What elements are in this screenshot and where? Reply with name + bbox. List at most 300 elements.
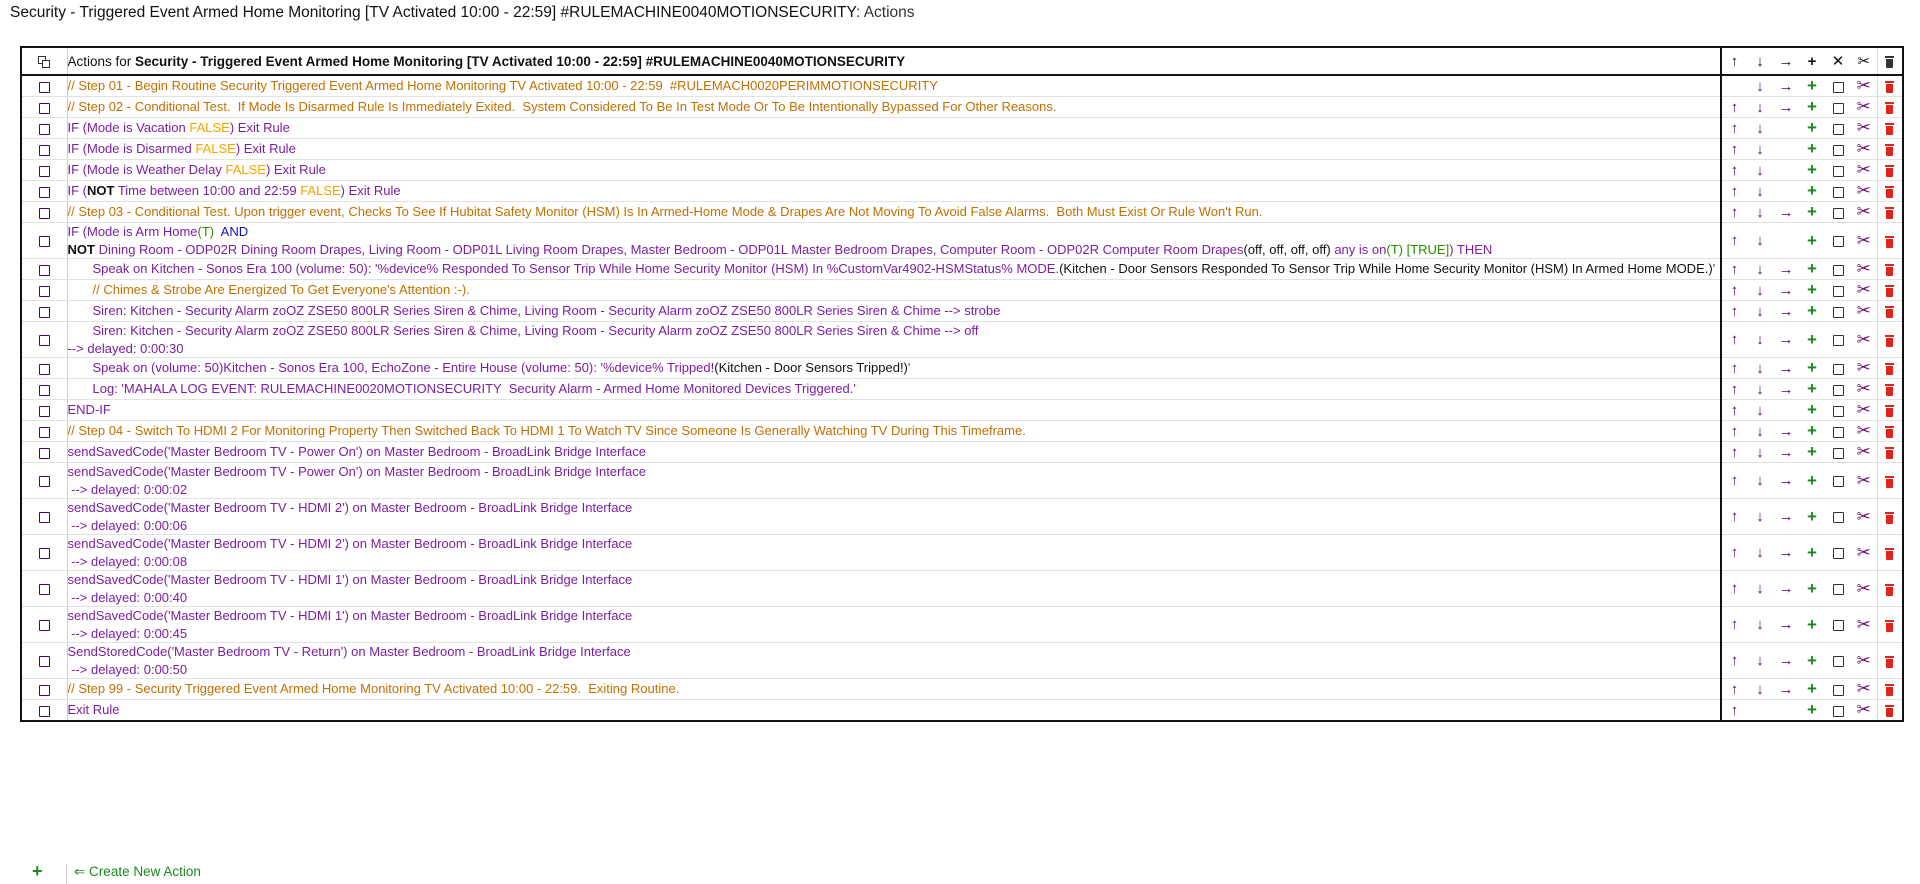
row-checkbox[interactable] <box>39 208 50 219</box>
action-text[interactable] <box>67 181 1721 202</box>
scissors-icon[interactable]: ✂ <box>1856 76 1871 95</box>
move-down-button-cell <box>1747 571 1773 607</box>
arrow-down-icon[interactable]: ↓ <box>1756 443 1764 461</box>
arrow-down-icon[interactable]: ↓ <box>1756 140 1764 158</box>
action-line <box>68 443 1721 461</box>
trash-icon[interactable] <box>1885 384 1894 396</box>
arrow-down-icon[interactable]: ↓ <box>1756 359 1764 377</box>
plus-icon[interactable]: + <box>1807 442 1817 461</box>
scissors-icon[interactable]: ✂ <box>1856 470 1871 490</box>
arrow-up-icon[interactable]: ↑ <box>1730 182 1739 200</box>
row-checkbox[interactable] <box>39 124 50 135</box>
arrow-down-icon[interactable]: ↓ <box>1756 422 1764 440</box>
arrow-right-icon[interactable]: → <box>1778 331 1794 348</box>
action-text[interactable] <box>67 322 1721 358</box>
trash-icon <box>1885 56 1894 68</box>
row-checkbox[interactable] <box>39 685 50 696</box>
scissors-icon[interactable]: ✂ <box>1856 97 1871 116</box>
plus-icon[interactable]: + <box>1807 578 1817 598</box>
arrow-right-icon[interactable]: → <box>1778 302 1794 320</box>
scissors-icon[interactable]: ✂ <box>1856 160 1871 179</box>
plus-icon[interactable]: + <box>1807 181 1817 200</box>
cut-button-cell <box>1851 160 1877 181</box>
action-text[interactable] <box>67 202 1721 223</box>
insert-action-button-cell <box>1799 75 1825 97</box>
arrow-up-icon[interactable]: ↑ <box>1730 119 1739 137</box>
trash-icon[interactable] <box>1885 620 1894 632</box>
arrow-up-icon[interactable]: ↑ <box>1730 652 1739 669</box>
scissors-icon[interactable]: ✂ <box>1856 230 1871 250</box>
cut-button-cell <box>1851 499 1877 535</box>
trash-icon[interactable] <box>1885 426 1894 438</box>
plus-icon[interactable]: + <box>1807 139 1817 158</box>
scissors-icon[interactable]: ✂ <box>1856 506 1871 526</box>
indent-header-button[interactable] <box>1773 47 1799 75</box>
trash-icon[interactable] <box>1885 335 1894 347</box>
action-text[interactable] <box>67 499 1721 535</box>
plus-icon[interactable]: + <box>1807 379 1817 398</box>
action-line <box>68 701 1721 719</box>
arrow-down-icon[interactable]: ↓ <box>1756 580 1764 597</box>
arrow-down-icon[interactable]: ↓ <box>1756 98 1764 116</box>
action-segment: ' <box>907 360 911 376</box>
action-segment: --> delayed: 0:00:30 <box>67 340 184 356</box>
trash-icon[interactable] <box>1885 264 1894 276</box>
action-select-checkbox[interactable] <box>1833 145 1844 156</box>
plus-icon[interactable]: + <box>1807 506 1817 526</box>
row-checkbox[interactable] <box>39 265 50 276</box>
row-checkbox[interactable] <box>39 187 50 198</box>
action-text[interactable] <box>67 679 1721 700</box>
copy-icon <box>38 56 50 68</box>
row-checkbox[interactable] <box>39 385 50 396</box>
arrow-up-icon[interactable]: ↑ <box>1730 331 1739 348</box>
scissors-icon[interactable]: ✂ <box>1856 650 1871 670</box>
action-text[interactable] <box>67 463 1721 499</box>
action-text[interactable] <box>67 301 1721 322</box>
row-select-cell <box>21 358 67 379</box>
move-up-button-cell <box>1721 118 1747 139</box>
arrow-down-icon[interactable]: ↓ <box>1756 260 1764 278</box>
trash-icon[interactable] <box>1885 656 1894 668</box>
actions-header <box>67 47 1721 75</box>
trash-icon[interactable] <box>1885 363 1894 375</box>
action-line <box>68 260 1721 278</box>
action-select-checkbox[interactable] <box>1833 236 1844 247</box>
arrow-up-icon[interactable]: ↑ <box>1730 359 1739 377</box>
scissors-icon[interactable]: ✂ <box>1856 301 1871 320</box>
trash-icon[interactable] <box>1885 548 1894 560</box>
select-checkbox-cell <box>1825 535 1851 571</box>
action-text[interactable] <box>67 643 1721 679</box>
action-select-checkbox[interactable] <box>1833 82 1844 93</box>
action-segment: ) Exit Rule <box>235 141 296 157</box>
indent-button-cell <box>1773 607 1799 643</box>
action-select-checkbox[interactable] <box>1833 656 1844 667</box>
scissors-icon[interactable]: ✂ <box>1856 202 1871 221</box>
arrow-down-icon[interactable]: ↓ <box>1756 331 1764 348</box>
action-select-checkbox[interactable] <box>1833 307 1844 318</box>
indent-button-cell <box>1773 301 1799 322</box>
action-select-checkbox[interactable] <box>1833 512 1844 523</box>
action-segment: ) Exit Rule <box>265 162 326 178</box>
action-select-checkbox[interactable] <box>1833 286 1844 297</box>
move-down-button-cell <box>1747 607 1773 643</box>
action-segment: --> delayed: 0:00:08 <box>67 553 188 569</box>
arrow-right-icon[interactable]: → <box>1778 472 1794 489</box>
cut-button-cell <box>1851 442 1877 463</box>
action-select-checkbox[interactable] <box>1833 103 1844 114</box>
row-select-cell <box>21 97 67 118</box>
plus-icon[interactable]: + <box>1807 329 1817 349</box>
select-checkbox-cell <box>1825 280 1851 301</box>
action-text[interactable] <box>67 280 1721 301</box>
action-text[interactable] <box>67 571 1721 607</box>
move-up-button-cell <box>1721 181 1747 202</box>
delete-button-cell <box>1877 160 1903 181</box>
plus-icon[interactable]: + <box>1807 118 1817 137</box>
row-checkbox[interactable] <box>39 82 50 93</box>
arrow-down-icon[interactable]: ↓ <box>1756 182 1764 200</box>
scissors-icon[interactable]: ✂ <box>1856 118 1871 137</box>
scissors-icon[interactable]: ✂ <box>1856 259 1871 278</box>
arrow-right-icon[interactable]: → <box>1778 380 1794 398</box>
indent-button-cell <box>1773 358 1799 379</box>
arrow-down-icon[interactable]: ↓ <box>1756 401 1764 419</box>
action-select-checkbox[interactable] <box>1833 584 1844 595</box>
insert-action-button-cell <box>1799 223 1825 259</box>
table-row <box>21 75 1903 97</box>
delete-button-cell <box>1877 679 1903 700</box>
row-checkbox[interactable] <box>39 548 50 559</box>
row-select-cell <box>21 535 67 571</box>
action-segment: sendSavedCode('Master Bedroom TV - Power On') on Master Bedroom - BroadLink Bridge Interface <box>67 444 646 460</box>
action-text[interactable] <box>67 535 1721 571</box>
row-checkbox[interactable] <box>39 307 50 318</box>
arrow-up-icon[interactable]: ↑ <box>1730 580 1739 597</box>
action-select-checkbox[interactable] <box>1833 706 1844 717</box>
scissors-icon[interactable]: ✂ <box>1856 139 1871 158</box>
action-text[interactable] <box>67 421 1721 442</box>
arrow-up-icon[interactable]: ↑ <box>1730 422 1739 440</box>
insert-action-button-cell <box>1799 202 1825 223</box>
row-checkbox[interactable] <box>39 166 50 177</box>
trash-icon[interactable] <box>1885 705 1894 717</box>
cut-button-cell <box>1851 301 1877 322</box>
move-down-header-button[interactable] <box>1747 47 1773 75</box>
arrow-up-icon[interactable]: ↑ <box>1730 380 1739 398</box>
plus-icon[interactable]: + <box>1807 97 1817 116</box>
row-checkbox[interactable] <box>39 103 50 114</box>
arrow-down-icon[interactable]: ↓ <box>1756 203 1764 221</box>
trash-icon[interactable] <box>1885 285 1894 297</box>
action-select-checkbox[interactable] <box>1833 427 1844 438</box>
cut-header-button[interactable] <box>1851 47 1877 75</box>
action-line <box>68 625 1721 643</box>
arrow-right-icon[interactable]: → <box>1778 508 1794 525</box>
plus-icon[interactable]: + <box>1807 470 1817 490</box>
action-text[interactable] <box>67 700 1721 722</box>
arrow-up-icon[interactable]: ↑ <box>1730 701 1739 719</box>
plus-icon[interactable]: + <box>32 861 43 881</box>
arrow-right-icon[interactable]: → <box>1778 680 1794 698</box>
scissors-icon[interactable]: ✂ <box>1856 578 1871 598</box>
row-select-cell <box>21 181 67 202</box>
delete-button-cell <box>1877 322 1903 358</box>
move-up-button-cell <box>1721 259 1747 280</box>
trash-icon[interactable] <box>1885 584 1894 596</box>
action-text[interactable] <box>67 118 1721 139</box>
arrow-down-icon[interactable]: ↓ <box>1756 544 1764 561</box>
arrow-up-icon[interactable]: ↑ <box>1730 680 1739 698</box>
action-select-checkbox[interactable] <box>1833 335 1844 346</box>
action-text[interactable] <box>67 223 1721 259</box>
insert-action-button-cell <box>1799 358 1825 379</box>
trash-icon[interactable] <box>1885 186 1894 198</box>
action-segment: sendSavedCode('Master Bedroom TV - HDMI 2') on Master Bedroom - BroadLink Bridge Interface <box>67 536 633 551</box>
action-select-checkbox[interactable] <box>1833 385 1844 396</box>
insert-action-button-cell <box>1799 160 1825 181</box>
action-segment: END-IF <box>67 402 111 418</box>
plus-icon[interactable]: + <box>1807 650 1817 670</box>
arrow-right-icon[interactable]: → <box>1778 443 1794 461</box>
arrow-up-icon[interactable]: ↑ <box>1730 140 1739 158</box>
arrow-down-icon[interactable]: ↓ <box>1756 508 1764 525</box>
arrow-right-icon[interactable]: → <box>1778 652 1794 669</box>
arrow-up-icon[interactable]: ↑ <box>1730 544 1739 561</box>
action-select-checkbox[interactable] <box>1833 548 1844 559</box>
action-segment: // Step 03 - Conditional Test. Upon trigger event, Checks To See If Hubitat Safety Monitor (HSM) Is In Armed-Home Mode & Drapes Are Not Moving To Avoid False Alarms. Both Must Exist Or Rule Won't Run. <box>67 204 1263 220</box>
trash-icon[interactable] <box>1885 102 1894 114</box>
move-down-button-cell <box>1747 139 1773 160</box>
select-all-copy-button[interactable] <box>21 47 67 75</box>
trash-icon[interactable] <box>1885 512 1894 524</box>
action-text[interactable] <box>67 160 1721 181</box>
scissors-icon[interactable]: ✂ <box>1856 280 1871 299</box>
action-text[interactable] <box>67 139 1721 160</box>
action-segment: Log: 'MAHALA LOG EVENT: RULEMACHINE0020MOTIONSECURITY Security Alarm - Armed Home Monitored Devices Triggered.' <box>92 381 856 397</box>
scissors-icon[interactable]: ✂ <box>1856 614 1871 634</box>
trash-icon[interactable] <box>1885 405 1894 417</box>
deselect-header-button[interactable] <box>1825 47 1851 75</box>
action-segment: --> delayed: 0:00:45 <box>67 625 188 641</box>
action-text[interactable] <box>67 442 1721 463</box>
action-select-checkbox[interactable] <box>1833 406 1844 417</box>
arrow-up-icon[interactable]: ↑ <box>1730 161 1739 179</box>
table-row <box>21 322 1903 358</box>
row-checkbox[interactable] <box>39 236 50 247</box>
row-checkbox[interactable] <box>39 145 50 156</box>
action-segment: --> delayed: 0:00:02 <box>67 481 188 497</box>
scissors-icon[interactable]: ✂ <box>1856 329 1871 349</box>
action-segment: (off, off, off, off) <box>1243 241 1331 257</box>
arrow-down-icon[interactable]: ↓ <box>1756 652 1764 669</box>
plus-icon[interactable]: + <box>1807 400 1817 419</box>
plus-icon[interactable]: + <box>1807 280 1817 299</box>
row-checkbox[interactable] <box>39 656 50 667</box>
action-line <box>68 281 1721 299</box>
arrow-down-icon[interactable]: ↓ <box>1756 161 1764 179</box>
action-text[interactable] <box>67 400 1721 421</box>
row-select-cell <box>21 280 67 301</box>
action-select-checkbox[interactable] <box>1833 476 1844 487</box>
action-segment: --> delayed: 0:00:06 <box>67 517 188 533</box>
row-checkbox[interactable] <box>39 406 50 417</box>
arrow-right-icon[interactable]: → <box>1778 260 1794 278</box>
action-select-checkbox[interactable] <box>1833 685 1844 696</box>
plus-icon[interactable]: + <box>1807 76 1817 95</box>
indent-button-cell <box>1773 463 1799 499</box>
plus-icon[interactable]: + <box>1807 679 1817 698</box>
arrow-right-icon[interactable]: → <box>1778 281 1794 299</box>
scissors-icon[interactable]: ✂ <box>1856 700 1871 719</box>
scissors-icon[interactable]: ✂ <box>1856 542 1871 562</box>
delete-header-button[interactable] <box>1877 47 1903 75</box>
arrow-down-icon[interactable]: ↓ <box>1756 472 1764 489</box>
action-segment: NOT <box>87 183 115 199</box>
plus-icon[interactable]: + <box>1807 202 1817 221</box>
trash-icon[interactable] <box>1885 144 1894 156</box>
trash-icon[interactable] <box>1885 207 1894 219</box>
arrow-up-icon[interactable]: ↑ <box>1730 508 1739 525</box>
row-checkbox[interactable] <box>39 364 50 375</box>
row-select-cell <box>21 442 67 463</box>
insert-action-button-cell <box>1799 463 1825 499</box>
arrow-right-icon[interactable]: → <box>1778 359 1794 377</box>
move-down-button-cell <box>1747 499 1773 535</box>
scissors-icon[interactable]: ✂ <box>1856 442 1871 461</box>
arrow-up-icon[interactable]: ↑ <box>1730 443 1739 461</box>
create-new-action-link[interactable]: ⇐ Create New Action <box>74 864 201 879</box>
action-text[interactable] <box>67 379 1721 400</box>
arrow-down-icon[interactable]: ↓ <box>1756 616 1764 633</box>
select-checkbox-cell <box>1825 643 1851 679</box>
cut-button-cell <box>1851 607 1877 643</box>
move-up-header-button[interactable] <box>1721 47 1747 75</box>
trash-icon[interactable] <box>1885 236 1894 248</box>
row-checkbox[interactable] <box>39 512 50 523</box>
row-checkbox[interactable] <box>39 427 50 438</box>
arrow-down-icon[interactable]: ↓ <box>1756 302 1764 320</box>
trash-icon[interactable] <box>1885 81 1894 93</box>
plus-icon[interactable]: + <box>1807 259 1817 278</box>
action-select-checkbox[interactable] <box>1833 364 1844 375</box>
arrow-down-icon[interactable]: ↓ <box>1756 232 1764 249</box>
arrow-right-icon[interactable]: → <box>1778 580 1794 597</box>
action-text[interactable] <box>67 259 1721 280</box>
trash-icon[interactable] <box>1885 447 1894 459</box>
plus-icon[interactable]: + <box>1807 301 1817 320</box>
scissors-icon[interactable]: ✂ <box>1856 679 1871 698</box>
row-checkbox[interactable] <box>39 476 50 487</box>
arrow-up-icon[interactable]: ↑ <box>1730 281 1739 299</box>
arrow-down-icon[interactable]: ↓ <box>1756 281 1764 299</box>
action-select-checkbox[interactable] <box>1833 124 1844 135</box>
indent-button-cell <box>1773 442 1799 463</box>
action-select-checkbox[interactable] <box>1833 187 1844 198</box>
row-checkbox[interactable] <box>39 706 50 717</box>
arrow-up-icon[interactable]: ↑ <box>1730 302 1739 320</box>
cut-button-cell <box>1851 181 1877 202</box>
arrow-right-icon[interactable]: → <box>1778 77 1794 95</box>
move-down-button-cell <box>1747 280 1773 301</box>
action-select-checkbox[interactable] <box>1833 166 1844 177</box>
arrow-right-icon[interactable]: → <box>1778 616 1794 633</box>
row-checkbox[interactable] <box>39 584 50 595</box>
plus-icon[interactable]: + <box>1807 421 1817 440</box>
insert-header-button[interactable] <box>1799 47 1825 75</box>
trash-icon[interactable] <box>1885 123 1894 135</box>
arrow-down-icon[interactable]: ↓ <box>1756 119 1764 137</box>
trash-icon[interactable] <box>1885 476 1894 488</box>
move-up-button-cell <box>1721 139 1747 160</box>
scissors-icon[interactable]: ✂ <box>1856 421 1871 440</box>
scissors-icon[interactable]: ✂ <box>1856 358 1871 377</box>
arrow-right-icon[interactable]: → <box>1778 422 1794 440</box>
action-select-checkbox[interactable] <box>1833 448 1844 459</box>
select-checkbox-cell <box>1825 223 1851 259</box>
scissors-icon[interactable]: ✂ <box>1856 181 1871 200</box>
insert-action-button-cell <box>1799 97 1825 118</box>
select-checkbox-cell <box>1825 97 1851 118</box>
arrow-up-icon[interactable]: ↑ <box>1730 260 1739 278</box>
arrow-up-icon[interactable]: ↑ <box>1730 401 1739 419</box>
arrow-up-icon[interactable]: ↑ <box>1730 616 1739 633</box>
plus-icon[interactable]: + <box>1807 542 1817 562</box>
trash-icon[interactable] <box>1885 165 1894 177</box>
action-text[interactable] <box>67 358 1721 379</box>
arrow-up-icon[interactable]: ↑ <box>1730 98 1739 116</box>
plus-icon[interactable]: + <box>1807 160 1817 179</box>
row-checkbox[interactable] <box>39 286 50 297</box>
plus-icon[interactable]: + <box>1807 700 1817 719</box>
action-select-checkbox[interactable] <box>1833 265 1844 276</box>
arrow-down-icon[interactable]: ↓ <box>1756 77 1764 95</box>
select-checkbox-cell <box>1825 679 1851 700</box>
arrow-right-icon[interactable]: → <box>1778 203 1794 221</box>
scissors-icon[interactable]: ✂ <box>1856 379 1871 398</box>
row-checkbox[interactable] <box>39 620 50 631</box>
plus-icon[interactable]: + <box>1807 358 1817 377</box>
trash-icon[interactable] <box>1885 684 1894 696</box>
indent-button-cell <box>1773 700 1799 722</box>
table-row <box>21 463 1903 499</box>
row-checkbox[interactable] <box>39 448 50 459</box>
arrow-right-icon: → <box>1778 52 1794 70</box>
arrow-right-icon[interactable]: → <box>1778 544 1794 561</box>
arrow-right-icon[interactable]: → <box>1778 98 1794 116</box>
delete-button-cell <box>1877 223 1903 259</box>
action-text[interactable] <box>67 97 1721 118</box>
arrow-down-icon[interactable]: ↓ <box>1756 380 1764 398</box>
action-text[interactable] <box>67 607 1721 643</box>
action-select-checkbox[interactable] <box>1833 208 1844 219</box>
arrow-up-icon[interactable]: ↑ <box>1730 472 1739 489</box>
action-line <box>68 203 1721 221</box>
action-line <box>68 161 1721 179</box>
trash-icon[interactable] <box>1885 306 1894 318</box>
scissors-icon[interactable]: ✂ <box>1856 400 1871 419</box>
plus-icon[interactable]: + <box>1807 230 1817 250</box>
action-segment: Exit Rule <box>67 702 120 718</box>
arrow-up-icon[interactable]: ↑ <box>1730 203 1739 221</box>
plus-icon[interactable]: + <box>1807 614 1817 634</box>
action-select-checkbox[interactable] <box>1833 620 1844 631</box>
row-checkbox[interactable] <box>39 335 50 346</box>
action-text[interactable] <box>67 75 1721 97</box>
arrow-up-icon[interactable]: ↑ <box>1730 232 1739 249</box>
arrow-down-icon[interactable]: ↓ <box>1756 680 1764 698</box>
